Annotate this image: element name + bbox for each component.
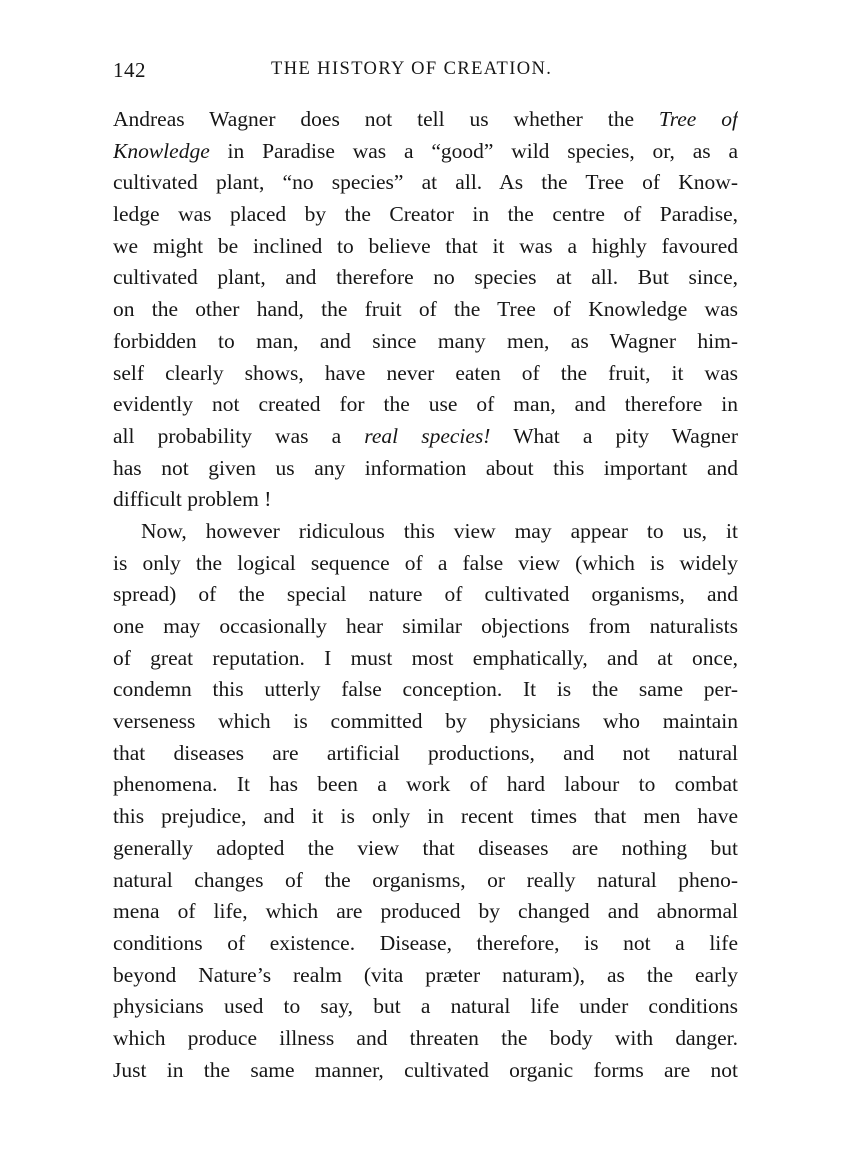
text-line [113,326,738,358]
text-line [113,231,738,263]
text-segment: that diseases are artificial productions, and not natural [113,740,738,765]
text-line [113,516,738,548]
text-segment: mena of life, which are produced by changed and abnormal [113,899,738,924]
text-segment: one may occasionally hear similar objections from naturalists [113,614,738,638]
text-segment: spread) of the special nature of cultivated organisms, and [113,582,738,607]
text-segment: cultivated plant, “no species” at all. As the Tree of Know- [113,170,738,195]
page-number: 142 [113,58,146,82]
text-segment: difficult problem ! [113,487,272,512]
page-header [113,58,738,88]
italic-text: real species! [364,423,491,448]
body-text [113,104,738,1086]
text-line [113,896,738,928]
text-segment: has not given us any information about this important and [113,455,738,480]
text-line [113,801,738,833]
text-line [113,769,738,801]
text-line [113,738,738,770]
text-line [113,643,738,675]
text-segment: What a pity Wagner [490,423,738,448]
text-segment: forbidden to man, and since many men, as Wagner him- [113,328,738,353]
text-line [113,421,738,453]
text-segment: verseness which is committed by physicians who maintain [113,709,738,734]
text-line [113,991,738,1023]
text-line [113,136,738,168]
text-line [113,579,738,611]
text-line [113,389,738,421]
text-line [113,928,738,960]
text-segment: physicians used to say, but a natural life under conditions [113,994,738,1019]
text-line [113,453,738,485]
text-line [113,960,738,992]
italic-text: Tree of [658,107,738,131]
text-segment: this prejudice, and it is only in recent times that men have [113,804,738,829]
text-line [113,167,738,199]
text-line [113,706,738,738]
text-segment: Now, however ridiculous this view may appear to us, it [141,518,738,543]
text-segment: generally adopted the view that diseases are nothing but [113,835,738,860]
text-segment: of great reputation. I must most emphatically, and at once, [113,645,738,670]
text-segment: conditions of existence. Disease, therefore, is not a life [113,930,738,955]
text-segment: Just in the same manner, cultivated organic forms are not [113,1057,738,1082]
text-segment: ledge was placed by the Creator in the centre of Paradise, [113,202,738,227]
text-line [113,1055,738,1087]
text-segment: beyond Nature’s realm (vita præter naturam), as the early [113,962,738,987]
text-line [113,674,738,706]
text-line [113,548,738,580]
text-line [113,104,738,136]
text-segment: on the other hand, the fruit of the Tree of Knowledge was [113,297,738,322]
text-line [113,358,738,390]
text-segment: we might be inclined to believe that it was a highly favoured [113,233,738,258]
text-segment: Andreas Wagner does not tell us whether the [113,107,659,131]
text-line [113,1023,738,1055]
italic-text: Knowledge [113,138,210,163]
text-segment: self clearly shows, have never eaten of the fruit, it was [113,360,738,385]
text-line [113,833,738,865]
text-segment: evidently not created for the use of man, and therefore in [113,392,738,417]
text-line [113,262,738,294]
text-line [113,484,738,516]
text-line [113,611,738,643]
text-segment: natural changes of the organisms, or really natural pheno- [113,867,738,892]
text-segment: is only the logical sequence of a false view (which is widely [113,550,738,575]
text-segment: condemn this utterly false conception. It is the same per- [113,677,738,702]
text-line [113,294,738,326]
text-line [113,865,738,897]
text-segment: in Paradise was a “good” wild species, or, as a [209,138,738,163]
text-line [113,199,738,231]
text-segment: which produce illness and threaten the body with danger. [113,1025,738,1050]
running-head: THE HISTORY OF CREATION. [271,59,553,79]
text-segment: all probability was a [113,423,365,448]
text-segment: cultivated plant, and therefore no species at all. But since, [113,265,738,290]
text-segment: phenomena. It has been a work of hard labour to combat [113,772,738,797]
